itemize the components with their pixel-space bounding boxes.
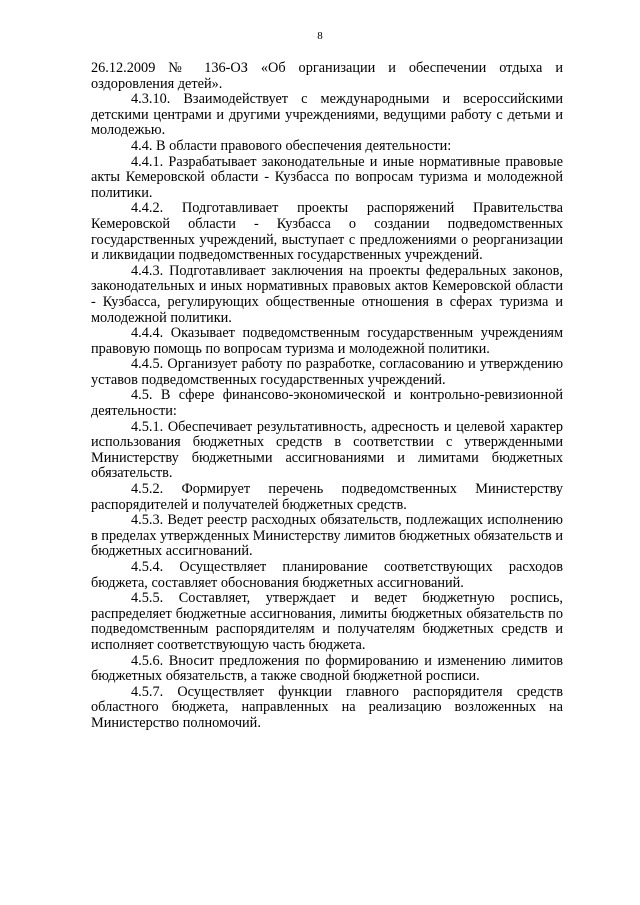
paragraph-4-4: 4.4. В области правового обеспечения деятельности: [131, 137, 452, 154]
paragraph-4-5-2: 4.5.2. Формирует перечень подведомственных Министерству распорядителей и получателей бюджетных средств. [91, 481, 563, 513]
paragraph-4-5-4: 4.5.4. Осуществляет планирование соответствующих расходов бюджета, составляет обоснования бюджетных ассигнований. [91, 559, 563, 591]
paragraph-4-3-10: 4.3.10. Взаимодействует с международными и всероссийскими детскими центрами и другими учреждениями, ведущими работу с детьми и молодежью. [91, 91, 563, 139]
paragraph-4-5-7: 4.5.7. Осуществляет функции главного распорядителя средств областного бюджета, направленных на реализацию возложенных на Министерство полномочий. [91, 683, 563, 731]
page-number: 8 [317, 30, 323, 42]
paragraph-4-4-4: 4.4.4. Оказывает подведомственным государственным учреждениям правовую помощь по вопросам туризма и молодежной политики. [91, 325, 563, 357]
document-body [91, 61, 563, 732]
paragraph-4-4-2: 4.4.2. Подготавливает проекты распоряжений Правительства Кемеровской области - Кузбасса о создании подведомственных государственных учреждений, выступает с предложениями о реорганизации и ликвидации подведомственных государственных учреждений. [91, 200, 563, 264]
paragraph-4-5-5: 4.5.5. Составляет, утверждает и ведет бюджетную роспись, распределяет бюджетные ассигнования, лимиты бюджетных обязательств по подведомственным распорядителям и получателям бюджетных средств и исполняет соответствующую часть бюджета. [91, 590, 563, 653]
paragraph-4-5-1: 4.5.1. Обеспечивает результативность, адресность и целевой характер использования бюджетных средств в соответствии с утвержденными Министерству бюджетными ассигнованиями и лимитами бюджетных обязательств. [91, 418, 563, 482]
paragraph-4-5-6: 4.5.6. Вносит предложения по формированию и изменению лимитов бюджетных обязательств, а также сводной бюджетной росписи. [91, 652, 563, 685]
paragraph-4-4-5: 4.4.5. Организует работу по разработке, согласованию и утверждению уставов подведомственных государственных учреждений. [91, 356, 563, 388]
paragraph-continuation: 26.12.2009 № 136-ОЗ «Об организации и обеспечении отдыха и оздоровления детей». [91, 60, 563, 92]
paragraph-4-4-1: 4.4.1. Разрабатывает законодательные и иные нормативные правовые акты Кемеровской области - Кузбасса по вопросам туризма и молодежной политики. [91, 153, 563, 201]
paragraph-4-5: 4.5. В сфере финансово-экономической и контрольно-ревизионной деятельности: [91, 387, 563, 420]
paragraph-4-5-3: 4.5.3. Ведет реестр расходных обязательств, подлежащих исполнению в пределах утвержденных Министерству лимитов бюджетных обязательств и бюджетных ассигнований. [91, 512, 563, 560]
paragraph-4-4-3: 4.4.3. Подготавливает заключения на проекты федеральных законов, законодательных и иных нормативных правовых актов Кемеровской области - Кузбасса, регулирующих общественные отношения в сферах туризма и молодежной политики. [91, 262, 563, 326]
